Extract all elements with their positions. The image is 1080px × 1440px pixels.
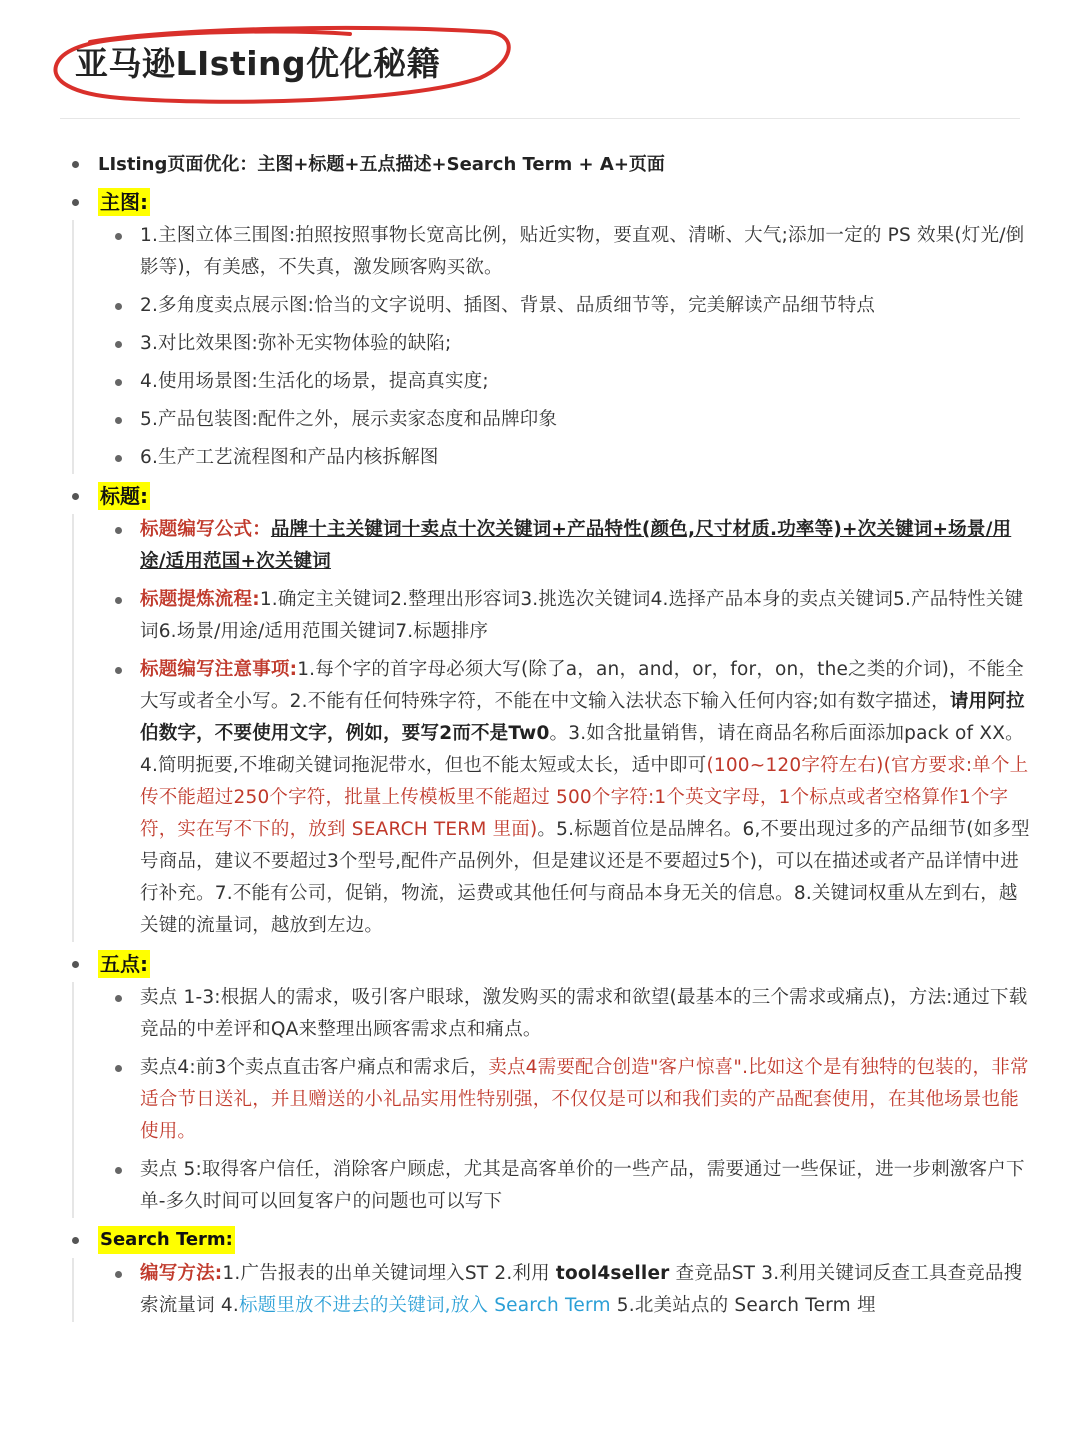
title-notes-part: 1.每个字的首字母必须大写(除了a，an，and，or，for，on，the之类的介词)，不能全大写或者全小写。2.不能有任何特殊字符，不能在中文输入法状态下输入任何内容;如有数字描述， bbox=[140, 659, 1024, 712]
section-five-points bbox=[70, 950, 1030, 1218]
main-image-list bbox=[72, 220, 1030, 474]
main-image-item: 2.多角度卖点展示图:恰当的文字说明、插图、背景、品质细节等，完美解读产品细节特点 bbox=[112, 290, 1030, 322]
search-term-method-label: 编写方法: bbox=[140, 1263, 223, 1284]
outline-list bbox=[70, 150, 1030, 1322]
title-divider bbox=[60, 118, 1020, 119]
section-label-main-image: 主图: bbox=[100, 190, 148, 214]
main-image-item: 3.对比效果图:弥补无实物体验的缺陷; bbox=[112, 328, 1030, 360]
title-notes-item bbox=[112, 654, 1030, 942]
section-main-image bbox=[70, 188, 1030, 474]
main-image-item: 5.产品包装图:配件之外，展示卖家态度和品牌印象 bbox=[112, 404, 1030, 436]
title-formula-text: 品牌十主关键词十卖点十次关键词+产品特性(颜色,尺寸材质.功率等)+次关键词+场景/用途/适用范国+次关键词 bbox=[140, 519, 1012, 572]
title-process-text: 1.确定主关键词2.整理出形容词3.挑选次关键词4.选择产品本身的卖点关键词5.产品特性关键词6.场景/用途/适用范围关键词7.标题排序 bbox=[140, 589, 1024, 642]
search-term-list bbox=[72, 1258, 1030, 1322]
search-term-item bbox=[112, 1258, 1030, 1322]
article-body bbox=[70, 150, 1030, 1328]
title-process-label: 标题提炼流程: bbox=[140, 589, 260, 610]
main-image-item: 1.主图立体三围图:拍照按照事物长宽高比例，贴近实物，要直观、清晰、大气;添加一定的 PS 效果(灯光/倒影等)，有美感，不失真，激发顾客购买欲。 bbox=[112, 220, 1030, 284]
intro-item bbox=[70, 150, 1030, 180]
five-point-item: 卖点 1-3:根据人的需求，吸引客户眼球，激发购买的需求和欲望(最基本的三个需求或痛点)，方法:通过下载竞品的中差评和QA来整理出顾客需求点和痛点。 bbox=[112, 982, 1030, 1046]
title-notes-part: 。3.如含批量销售，请在商品名称后面添加pack of XX。4.简明扼要,不堆砌关键词拖泥带水，但也不能太短或太长，适中即可 bbox=[140, 723, 1024, 776]
five-point-item: 卖点 5:取得客户信任，消除客户顾虑，尤其是高客单价的一些产品，需要通过一些保证，进一步刺激客户下单-多久时间可以回复客户的问题也可以写下 bbox=[112, 1154, 1030, 1218]
title-area bbox=[50, 22, 520, 110]
title-notes-label: 标题编写注意事项: bbox=[140, 659, 298, 680]
title-process-item bbox=[112, 584, 1030, 648]
title-notes-emphasis: 请用阿拉伯数字，不要使用文字，例如，要写2而不是Tw0 bbox=[140, 691, 1025, 744]
title-notes-red: (100~120字符左右)(官方要求:单个上传不能超过250个字符，批量上传模板里不能超过 500个字符:1个英文字母，1个标点或者空格算作1个字符，实在写不下的，放到 SEARCH TERM 里面) bbox=[140, 755, 1029, 840]
title-list bbox=[72, 514, 1030, 942]
title-formula-label: 标题编写公式： bbox=[140, 519, 271, 540]
search-term-text: 查竞品ST 3.利用关键词反查工具查竞品搜索流量词 4. bbox=[140, 1263, 1023, 1316]
search-term-text: 1.广告报表的出单关键词埋入ST 2.利用 bbox=[222, 1263, 556, 1284]
main-image-item: 6.生产工艺流程图和产品内核拆解图 bbox=[112, 442, 1030, 474]
title-formula-item bbox=[112, 514, 1030, 578]
section-label-five-points: 五点: bbox=[100, 952, 148, 976]
section-title bbox=[70, 482, 1030, 942]
main-image-item: 4.使用场景图:生活化的场景，提高真实度; bbox=[112, 366, 1030, 398]
section-label-title: 标题: bbox=[100, 484, 148, 508]
search-term-text: 5.北美站点的 Search Term 埋 bbox=[610, 1295, 876, 1316]
five-point-red-text: 卖点4需要配合创造"客户惊喜".比如这个是有独特的包装的，非常适合节日送礼，并且赠送的小礼品实用性特别强，不仅仅是可以和我们卖的产品配套使用，在其他场景也能使用。 bbox=[140, 1057, 1029, 1142]
page-title: 亚马逊LIsting优化秘籍 bbox=[75, 44, 441, 83]
section-label-search-term: Search Term: bbox=[98, 1226, 235, 1254]
search-term-highlight: 标题里放不进去的关键词,放入 Search Term bbox=[238, 1295, 611, 1316]
search-term-tool: tool4seller bbox=[555, 1263, 670, 1284]
intro-text: LIsting页面优化：主图+标题+五点描述+Search Term + A+页面 bbox=[98, 154, 665, 175]
title-notes-part: 。5.标题首位是品牌名。6,不要出现过多的产品细节(如多型号商品，建议不要超过3个型号,配件产品例外，但是建议还是不要超过5个)，可以在描述或者产品详情中进行补充。7.不能有公司，促销，物流，运费或其他任何与商品本身无关的信息。8.关键词权重从左到右，越关键的流量词，越放到左边。 bbox=[140, 819, 1030, 936]
five-point-text: 卖点4:前3个卖点直击客户痛点和需求后， bbox=[140, 1057, 489, 1078]
five-point-item bbox=[112, 1052, 1030, 1148]
section-search-term bbox=[70, 1226, 1030, 1322]
five-points-list bbox=[72, 982, 1030, 1218]
